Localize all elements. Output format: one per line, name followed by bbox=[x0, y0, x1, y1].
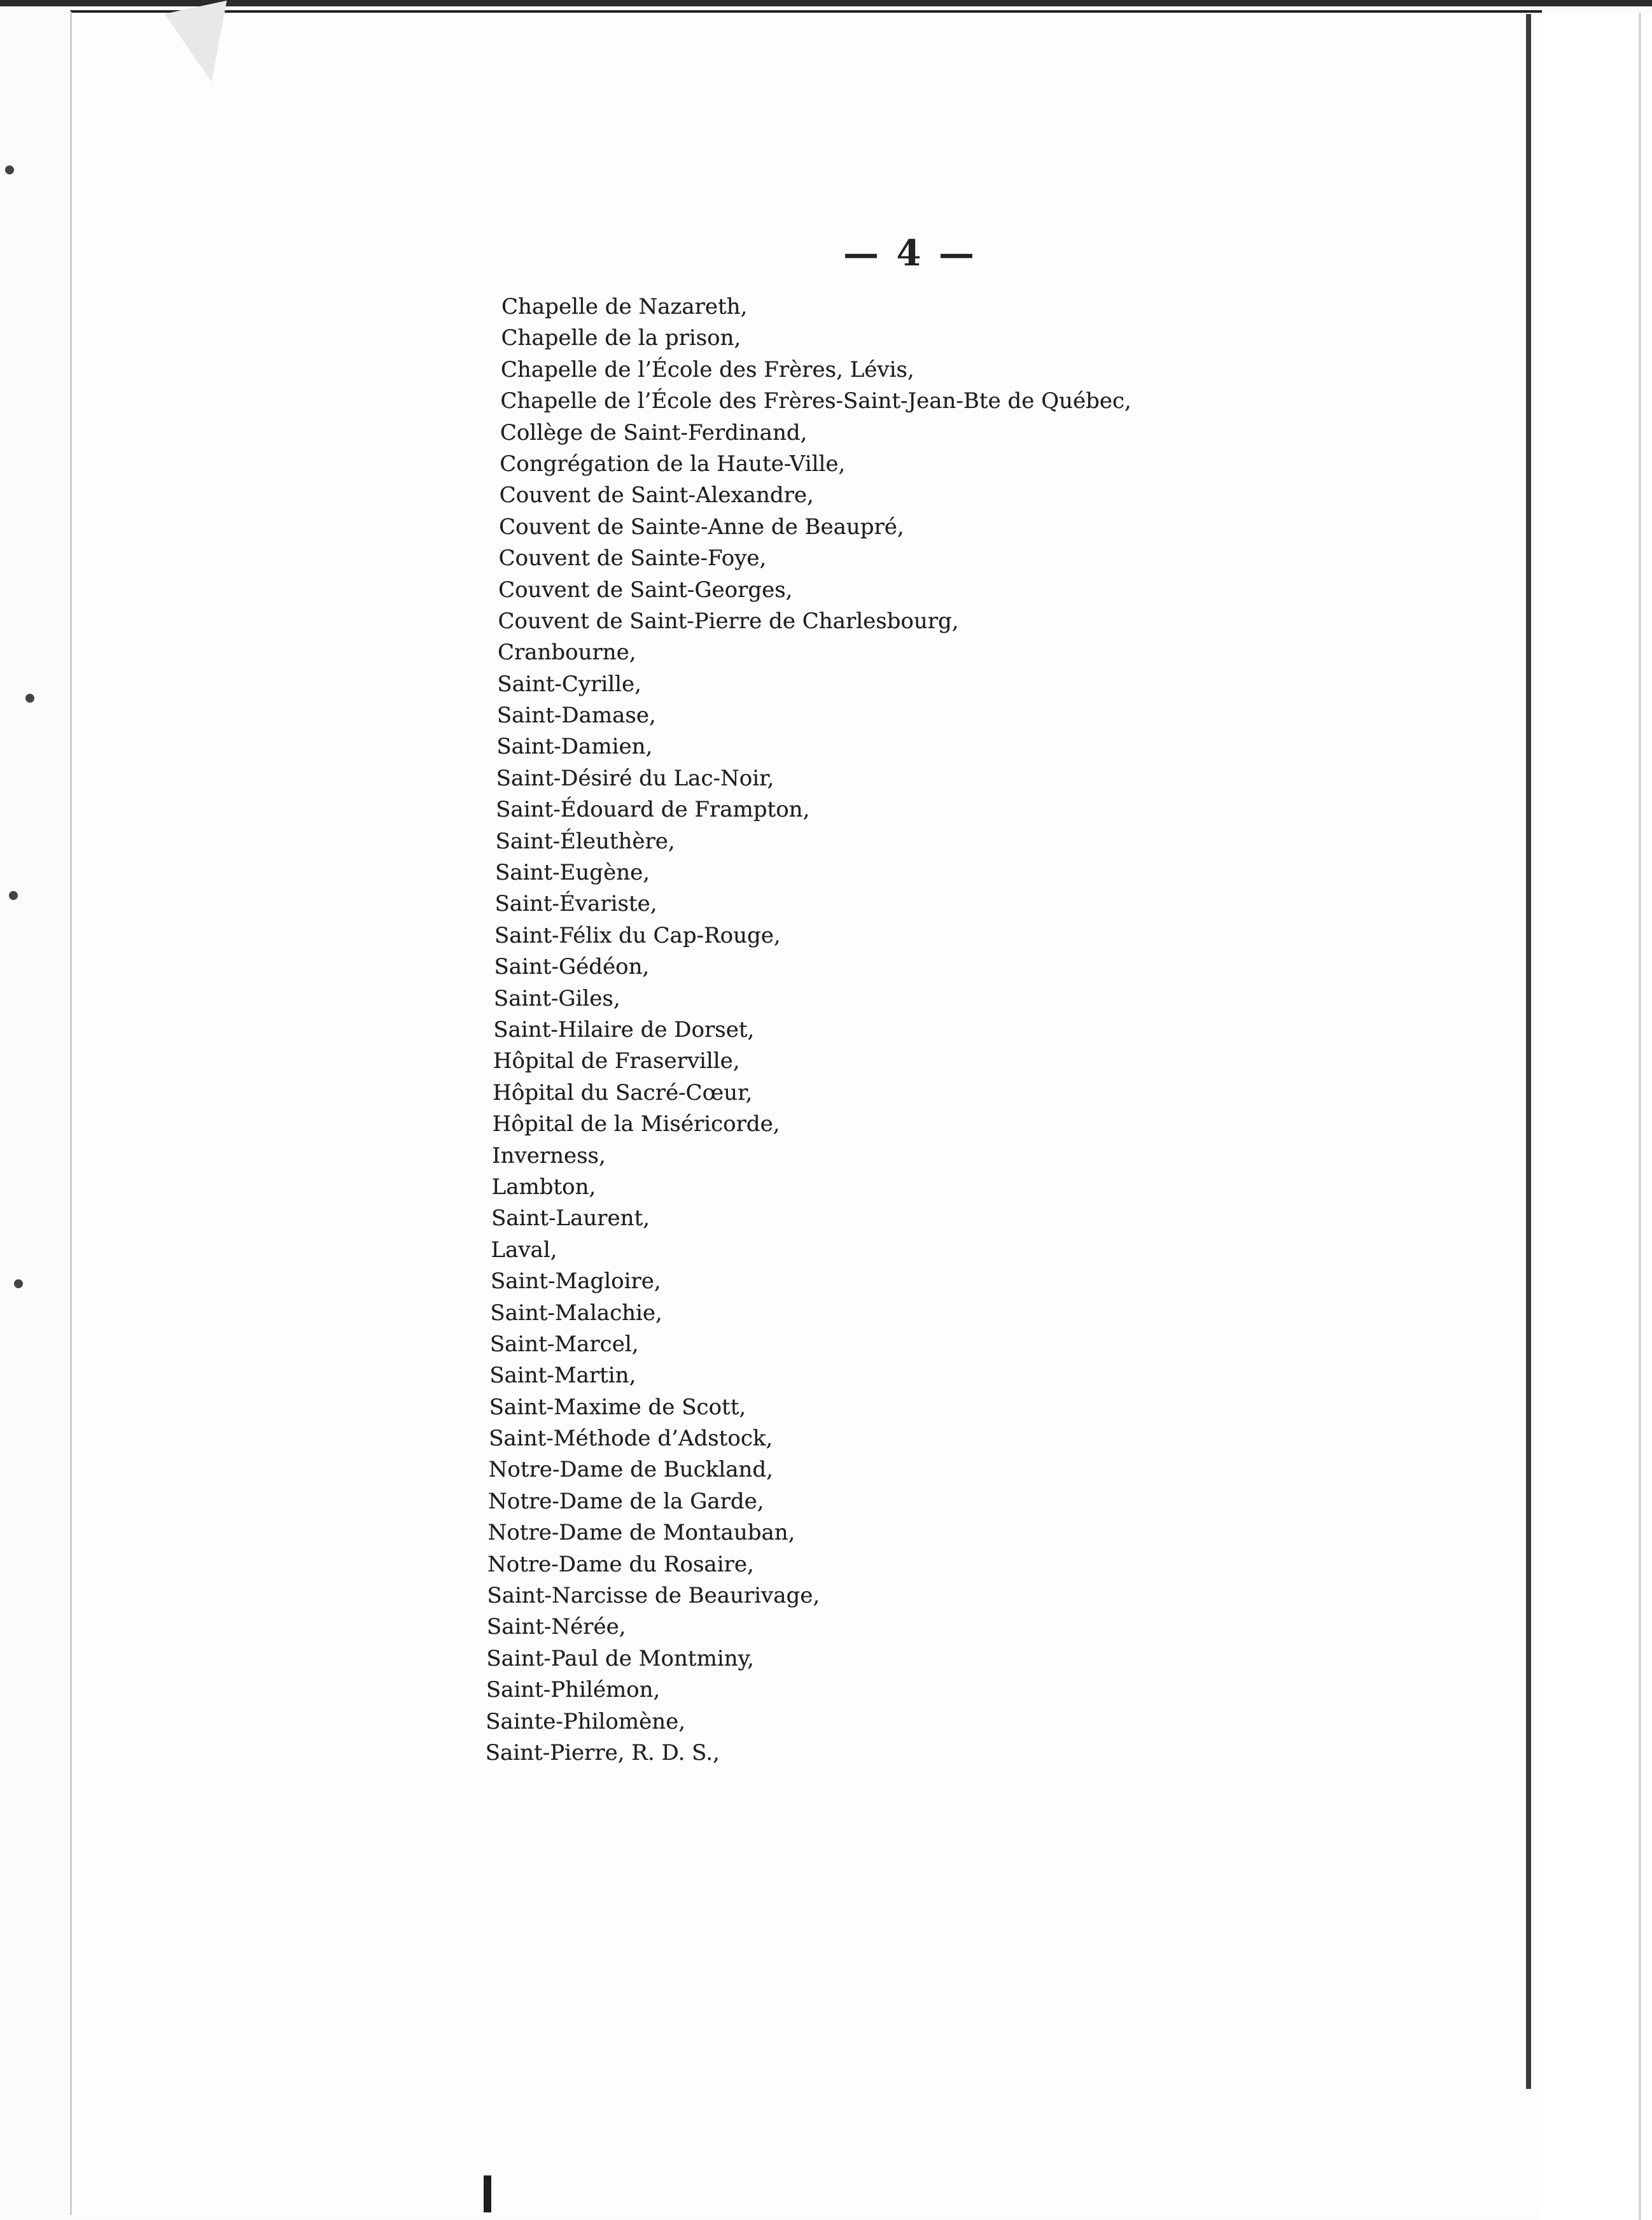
list-item: Saint-Marcel, bbox=[489, 1331, 639, 1357]
list-item: Saint-Damien, bbox=[496, 734, 653, 760]
list-item: Sainte-Philomène, bbox=[486, 1708, 686, 1734]
list-item: Saint-Éleuthère, bbox=[495, 828, 675, 854]
scan-speck bbox=[25, 694, 34, 703]
list-item: Laval, bbox=[491, 1237, 557, 1263]
list-item: Cranbourne, bbox=[497, 640, 636, 666]
list-item: Congrégation de la Haute-Ville, bbox=[500, 451, 846, 477]
list-item: Chapelle de l’École des Frères-Saint-Jean-Bte de Québec, bbox=[500, 388, 1131, 414]
page-number: — 4 — bbox=[843, 232, 977, 274]
scan-speck bbox=[9, 891, 18, 900]
list-item: Saint-Narcisse de Beaurivage, bbox=[487, 1583, 820, 1609]
list-item: Saint-Félix du Cap-Rouge, bbox=[494, 922, 781, 948]
list-item: Saint-Damase, bbox=[496, 703, 656, 729]
list-item: Saint-Eugène, bbox=[495, 860, 650, 886]
list-item: Saint-Maxime de Scott, bbox=[489, 1394, 746, 1420]
list-item: Saint-Cyrille, bbox=[497, 671, 641, 697]
list-item: Saint-Magloire, bbox=[490, 1268, 661, 1295]
list-item: Saint-Édouard de Frampton, bbox=[496, 797, 810, 823]
scan-mark-bottom bbox=[484, 2175, 491, 2212]
scan-speck bbox=[5, 165, 14, 174]
list-item: Collège de Saint-Ferdinand, bbox=[500, 419, 808, 446]
list-item: Couvent de Sainte-Foye, bbox=[498, 545, 767, 572]
list-item: Saint-Pierre, R. D. S., bbox=[485, 1739, 720, 1766]
list-item: Notre-Dame de Montauban, bbox=[487, 1520, 795, 1546]
list-item: Chapelle de Nazareth, bbox=[501, 294, 748, 320]
scan-top-edge bbox=[0, 0, 1652, 6]
list-item: Notre-Dame de la Garde, bbox=[488, 1488, 764, 1514]
list-item: Chapelle de l’École des Frères, Lévis, bbox=[500, 356, 914, 383]
list-item: Saint-Philémon, bbox=[486, 1677, 661, 1703]
list-item: Saint-Laurent, bbox=[491, 1205, 650, 1232]
list-item: Saint-Évariste, bbox=[494, 891, 657, 917]
page-right-edge bbox=[1526, 14, 1531, 2089]
list-item: Inverness, bbox=[492, 1142, 606, 1169]
list-item: Saint-Nérée, bbox=[486, 1614, 626, 1640]
list-item: Hôpital de Fraserville, bbox=[493, 1048, 740, 1074]
list-item: Saint-Giles, bbox=[493, 985, 620, 1011]
list-item: Saint-Martin, bbox=[489, 1363, 636, 1389]
list-item: Saint-Malachie, bbox=[490, 1300, 662, 1326]
list-item: Saint-Gédéon, bbox=[494, 954, 650, 980]
adjacent-page-strip bbox=[1540, 13, 1652, 2220]
list-item: Couvent de Sainte-Anne de Beaupré, bbox=[499, 514, 904, 540]
list-item: Couvent de Saint-Georges, bbox=[498, 577, 793, 603]
list-item: Hôpital du Sacré-Cœur, bbox=[493, 1079, 753, 1106]
list-item: Lambton, bbox=[491, 1174, 596, 1200]
list-item: Notre-Dame de Buckland, bbox=[488, 1457, 773, 1483]
list-item: Couvent de Saint-Alexandre, bbox=[499, 482, 814, 509]
parish-list bbox=[485, 292, 1265, 1769]
list-item: Saint-Hilaire de Dorset, bbox=[493, 1016, 755, 1043]
list-item: Hôpital de la Miséricorde, bbox=[492, 1111, 780, 1137]
list-item: Saint-Paul de Montminy, bbox=[486, 1645, 755, 1671]
list-item: Couvent de Saint-Pierre de Charlesbourg, bbox=[498, 608, 959, 634]
list-item: Saint-Méthode d’Adstock, bbox=[489, 1426, 773, 1452]
list-item: Saint-Désiré du Lac-Noir, bbox=[496, 765, 774, 791]
adjacent-page-edge bbox=[1639, 13, 1641, 2220]
list-item: Notre-Dame du Rosaire, bbox=[487, 1551, 754, 1577]
list-item: Chapelle de la prison, bbox=[501, 325, 741, 351]
scan-speck bbox=[14, 1279, 23, 1288]
